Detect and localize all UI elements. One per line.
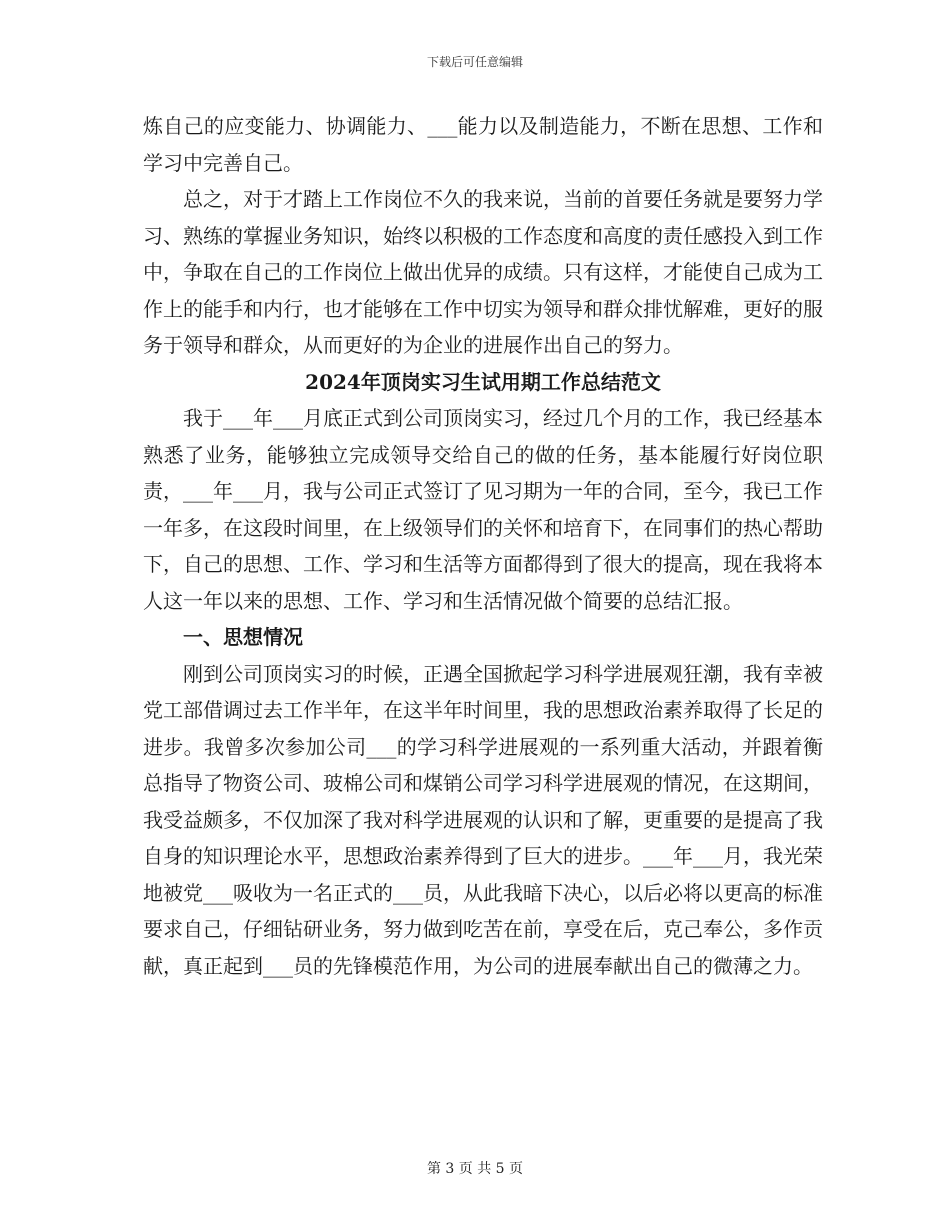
paragraph-thoughts: 刚到公司顶岗实习的时候，正遇全国掀起学习科学进展观狂潮，我有幸被党工部借调过去工作半年，在这半年时间里，我的思想政治素养取得了长足的进步。我曾多次参加公司___的学习科学进展观的一系列重大活动，并跟着衡总指导了物资公司、玻棉公司和煤销公司学习科学进展观的情况，在这期间，我受益颇多，不仅加深了我对科学进展观的认识和了解，更重要的是提高了我自身的知识理论水平，思想政治素养得到了巨大的进步。___年___月，我光荣地被党___吸收为一名正式的___员，从此我暗下决心，以后必将以更高的标准要求自己，仔细钻研业务，努力做到吃苦在前，享受在后，克己奉公，多作贡献，真正起到___员的先锋模范作用，为公司的进展奉献出自己的微薄之力。 [143,661,823,978]
document-body [143,108,823,984]
paragraph-conclusion: 总之，对于才踏上工作岗位不久的我来说，当前的首要任务就是要努力学习、熟练的掌握业务知识，始终以积极的工作态度和高度的责任感投入到工作中，争取在自己的工作岗位上做出优异的成绩。只有这样，才能使自己成为工作上的能手和内行，也才能够在工作中切实为领导和群众排忧解难，更好的服务于领导和群众，从而更好的为企业的进展作出自己的努力。 [143,187,823,357]
paragraph-continued: 炼自己的应变能力、协调能力、___能力以及制造能力，不断在思想、工作和学习中完善自己。 [143,114,823,175]
page-footer: 第 3 页 共 5 页 [426,1161,524,1177]
paragraph-intro: 我于___年___月底正式到公司顶岗实习，经过几个月的工作，我已经基本熟悉了业务，能够独立完成领导交给自己的做的任务，基本能履行好岗位职责，___年___月，我与公司正式签订了见习期为一年的合同，至今，我已工作一年多，在这段时间里，在上级领导们的关怀和培育下，在同事们的热心帮助下，自己的思想、工作、学习和生活等方面都得到了很大的提高，现在我将本人这一年以来的思想、工作、学习和生活情况做个简要的总结汇报。 [143,406,823,613]
document-title: 2024年顶岗实习生试用期工作总结范文 [305,369,661,394]
page-header: 下载后可任意编辑 [426,55,523,69]
section-heading-thoughts: 一、思想情况 [183,625,303,649]
